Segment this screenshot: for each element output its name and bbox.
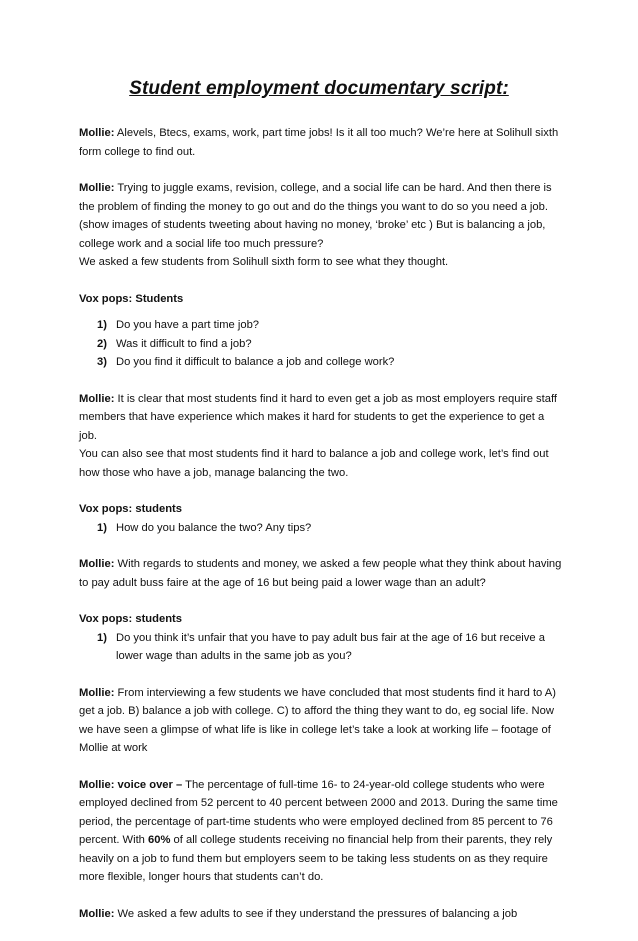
statistic-highlight: 60%: [148, 834, 171, 846]
list-number: 3): [97, 356, 107, 368]
paragraph-text: We asked a few students from Solihull sixth form to see what they thought.: [79, 256, 449, 268]
list-item: [97, 335, 565, 354]
list-number: 1): [97, 631, 107, 644]
question-text: Was it difficult to find a job?: [116, 337, 252, 350]
paragraph-intro: [79, 124, 565, 161]
speaker-label: Mollie: voice over –: [79, 778, 183, 791]
paragraph-text: The percentage of full-time 16- to 24-year-old college students who were employed declined from 52 percent to 40 percent between 2000 and 2013. During the same time period, the percentage of part-time students who were employed declined from 85 percent to 76 percent. With: [79, 778, 558, 846]
vox-pops-heading: Vox pops: Students: [79, 292, 184, 305]
paragraph-text: We asked a few adults to see if they understand the pressures of balancing a job: [114, 907, 518, 920]
document-title: Student employment documentary script:: [129, 78, 509, 99]
speaker-label: Mollie:: [79, 392, 115, 405]
list-item: [97, 629, 565, 666]
speaker-label: Mollie:: [79, 558, 115, 570]
paragraph-text: You can also see that most students find it hard to balance a job and college work, let’s find out how those who have a job, manage balancing the two.: [79, 448, 549, 479]
question-text: Do you find it difficult to balance a job and college work?: [116, 356, 395, 368]
paragraph-text: From interviewing a few students we have concluded that most students find it hard to A) get a job. B) balance a job with college. C) to afford the thing they want to do, eg social life. Now we have seen a glimpse of what life is like in college let’s take a look at working life – footage of Mollie at work: [79, 686, 556, 754]
paragraph-text: of all college students receiving no financial help from their parents, they rely heavily on a job to fund them but employers seem to be taking less students on as they require more flexible, longer hours that students can’t do.: [79, 834, 553, 883]
question-text: How do you balance the two? Any tips?: [116, 521, 312, 534]
paragraph-context: [79, 179, 565, 272]
list-item: [97, 353, 565, 372]
question-list: [79, 519, 565, 538]
question-list: [79, 316, 565, 372]
list-item: [97, 316, 565, 335]
speaker-label: Mollie:: [79, 686, 115, 699]
list-number: 1): [97, 319, 107, 331]
speaker-label: Mollie:: [79, 127, 115, 139]
question-text: Do you have a part time job?: [116, 319, 260, 331]
list-number: 2): [97, 337, 107, 350]
vox-pops-heading: Vox pops: students: [79, 613, 182, 625]
list-item: [97, 519, 565, 538]
vox-pops-heading: Vox pops: students: [79, 503, 182, 515]
paragraph-text: Trying to juggle exams, revision, college, and a social life can be hard. And then there is the problem of finding the money to go out and do the things you want to do so you need a job. (show images of students tweeting about having no money, ‘broke’ etc ) But is balancing a job, college work and a social life too much pressure?: [79, 182, 552, 250]
paragraph-money: [79, 555, 565, 592]
document-body: [79, 124, 565, 941]
question-list: [79, 629, 565, 666]
paragraph-voice-over: [79, 776, 565, 887]
paragraph-text: With regards to students and money, we asked a few people what they think about having to pay adult buss faire at the age of 16 but being paid a lower wage than an adult?: [79, 558, 562, 589]
paragraph-adults: [79, 905, 565, 924]
paragraph-text: It is clear that most students find it hard to even get a job as most employers require staff members that have experience which makes it hard for students to get the experience to get a job.: [79, 392, 557, 442]
list-number: 1): [97, 521, 107, 534]
paragraph-text: Alevels, Btecs, exams, work, part time jobs! Is it all too much? We’re here at Solihull sixth form college to find out.: [79, 127, 559, 158]
paragraph-conclusion: [79, 684, 565, 758]
question-text: Do you think it’s unfair that you have to pay adult bus fair at the age of 16 but receive a lower wage than adults in the same job as you?: [116, 631, 545, 662]
speaker-label: Mollie:: [79, 907, 115, 920]
paragraph-findings: [79, 390, 565, 483]
speaker-label: Mollie:: [79, 182, 115, 194]
